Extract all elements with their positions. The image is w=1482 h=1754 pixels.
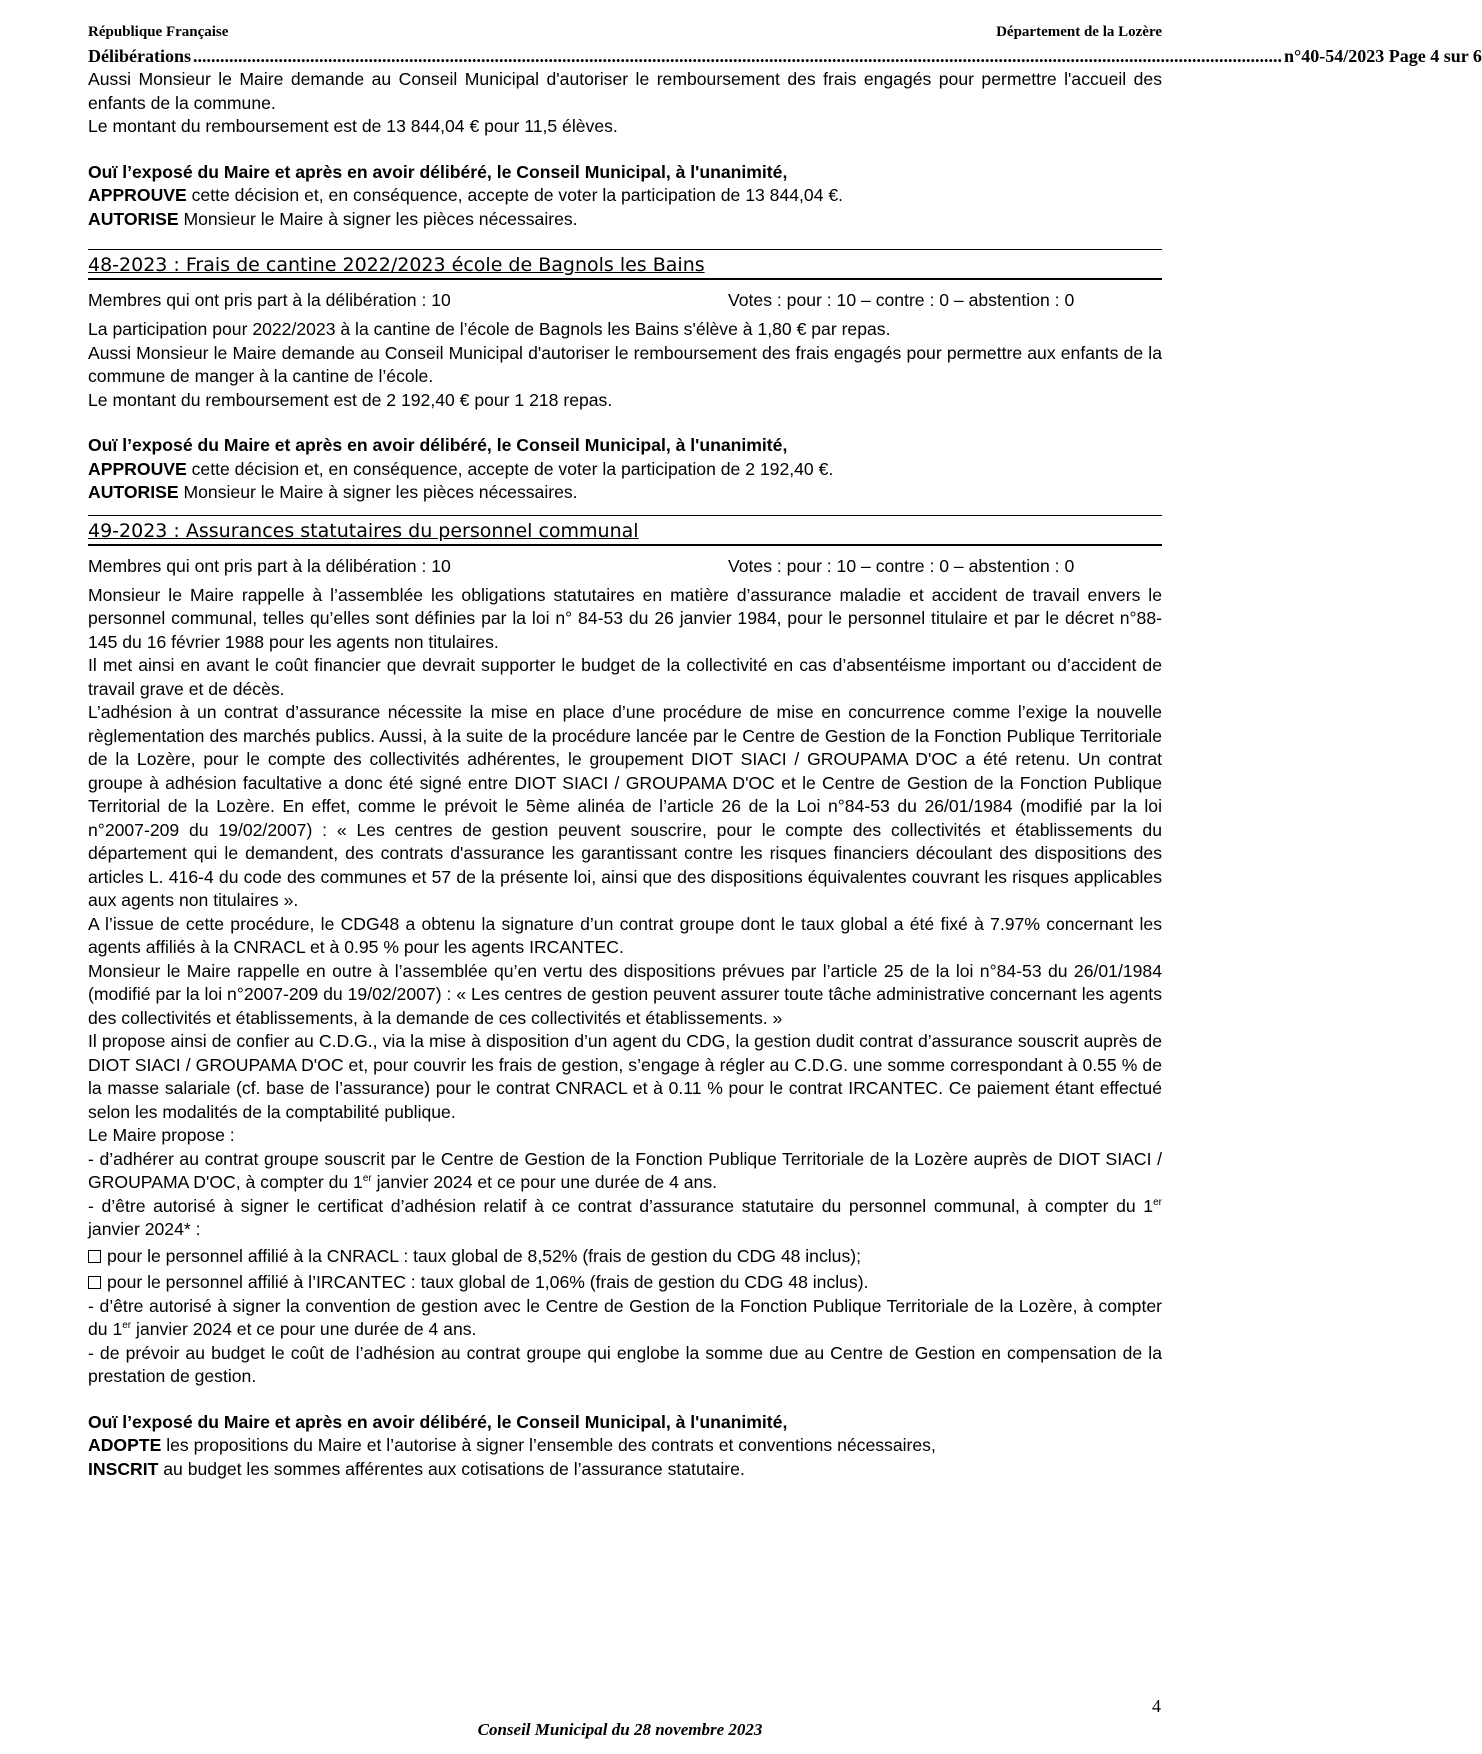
intro-autorise [88,208,1162,232]
section-49-adopte-text: les propositions du Maire et l’autorise à signer l’ensemble des contrats et conventions nécessaires, [161,1435,936,1455]
intro-approuve-text: cette décision et, en conséquence, accepte de voter la participation de 13 844,04 €. [186,185,844,205]
bullet-3-sup: er [122,1320,132,1332]
section-48-vote-row [88,288,1162,312]
intro-oui [88,161,1162,185]
section-48-approuve [88,458,1162,482]
section-48-autorise-text: Monsieur le Maire à signer les pièces nécessaires. [178,482,578,502]
section-49-adopte-keyword: ADOPTE [88,1435,162,1455]
section-48-approuve-keyword: APPROUVE [88,458,187,479]
bullet-2-sup: er [1153,1196,1162,1208]
section-49-p4: A l’issue de cette procédure, le CDG48 a obtenu la signature d’un contrat groupe dont le taux global a été fixé à 7.97% concernant les agents affiliés à la CNRACL et à 0.95 % pour les agents IRCANTEC. [88,913,1162,957]
section-49-bullet-2 [88,1195,1162,1242]
bullet-1-sup: er [362,1173,372,1185]
document-page [88,22,1482,1481]
intro-autorise-keyword: AUTORISE [88,208,179,229]
section-49-oui [88,1411,1162,1435]
checkbox-icon [88,1250,101,1263]
bullet-2-a: - d’être autorisé à signer le certificat d’adhésion relatif à ce contrat d’assurance statutaire du personnel communal, à compter du 1 [88,1195,1154,1216]
section-49-inscrit [88,1458,1162,1482]
section-48-votes: Votes : pour : 10 – contre : 0 – abstention : 0 [728,290,1075,310]
section-49-votes: Votes : pour : 10 – contre : 0 – abstention : 0 [728,555,1075,576]
header-dots: .................................................................................................................................................................................................................................................. [193,46,1282,66]
section-48-p1: La participation pour 2022/2023 à la cantine de l’école de Bagnols les Bains s'élève à 1,80 € par repas. [88,319,891,339]
page-number: 4 [1152,1696,1161,1716]
intro-approuve [88,184,1162,208]
section-48-p2: Aussi Monsieur le Maire demande au Conseil Municipal d'autoriser le remboursement des frais engagés pour permettre aux enfants de la commune de manger à la cantine de l’école. [88,342,1162,386]
section-49-checkbox-item-1 [88,1245,1162,1269]
section-49-inscrit-text: au budget les sommes afférentes aux cotisations de l’assurance statutaire. [158,1458,745,1479]
section-49-p3: L’adhésion à un contrat d’assurance nécessite la mise en place d’une procédure de mise en concurrence comme l’exige la nouvelle règlementation des marchés publics. Aussi, à la suite de la procédure lancée par le Centre de Gestion de la Fonction Publique Territoriale de la Lozère, pour le compte des collectivités adhérentes, le groupement DIOT SIACI / GROUPAMA D'OC a été retenu. Un contrat groupe à adhésion facultative a donc été signé entre DIOT SIACI / GROUPAMA D'OC et le Centre de Gestion de la Fonction Publique Territorial de la Lozère. En effet, comme le prévoit le 5ème alinéa de l’article 26 de la Loi n°84-53 du 26/01/1984 (modifié par la loi n°2007-209 du 19/02/2007) : « Les centres de gestion peuvent souscrire, pour le compte des collectivités et établissements du département qui le demandent, des contrats d'assurance les garantissant contre les risques financiers découlant des dispositions des articles L. 416-4 du code des communes et 57 de la présente loi, ainsi que des dispositions équivalentes couvrant les risques applicables aux agents non titulaires ». [88,702,1162,910]
bullet-1-b: janvier 2024 et ce pour une durée de 4 ans. [371,1172,718,1192]
intro-oui-text: Ouï l’exposé du Maire et après en avoir délibéré, le Conseil Municipal, à l'unanimité, [88,161,788,182]
section-48-members: Membres qui ont pris part à la délibération : 10 [88,290,451,310]
section-49-members: Membres qui ont pris part à la délibération : 10 [88,555,451,576]
section-49-adopte [88,1434,1162,1458]
checkbox-item-2-text: pour le personnel affilié à l’IRCANTEC : taux global de 1,06% (frais de gestion du CDG 48 inclus). [107,1272,869,1292]
intro-autorise-text: Monsieur le Maire à signer les pièces nécessaires. [178,208,578,229]
section-49-bullet-3 [88,1295,1162,1342]
section-49-rule [88,515,1162,516]
header-deliberations: Délibérations [88,46,191,66]
section-49-p5: Monsieur le Maire rappelle en outre à l’assemblée qu’en vertu des dispositions prévues par l’article 25 de la loi n°84-53 du 26/01/1984 (modifié par la loi n°2007-209 du 19/02/2007) : « Les centres de gestion peuvent assurer toute tâche administrative concernant les agents des collectivités et établissements, à la demande de ces collectivités et établissements. » [88,960,1162,1028]
header-reference: n°40-54/2023 Page 4 sur 6 [1284,46,1482,66]
header-republique: République Française [88,24,229,40]
intro-paragraph: Aussi Monsieur le Maire demande au Conseil Municipal d'autoriser le remboursement des frais engagés pour permettre l'accueil des enfants de la commune. [88,69,1162,113]
section-49-p7: Le Maire propose : [88,1125,235,1145]
section-48-oui [88,434,1162,458]
section-49-oui-text: Ouï l’exposé du Maire et après en avoir délibéré, le Conseil Municipal, à l'unanimité, [88,1411,788,1432]
header-top [88,22,1162,42]
section-48-p3: Le montant du remboursement est de 2 192,40 € pour 1 218 repas. [88,389,613,410]
section-49-checkbox-item-2 [88,1271,1162,1295]
section-48-autorise [88,481,1162,505]
intro-block [88,68,1162,231]
bullet-3-b: janvier 2024 et ce pour une durée de 4 ans. [131,1319,477,1339]
section-49-inscrit-keyword: INSCRIT [88,1458,159,1479]
section-49-vote-row [88,554,1162,578]
section-49-bullet-4: - de prévoir au budget le coût de l’adhésion au contrat groupe qui englobe la somme due au Centre de Gestion en compensation de la prestation de gestion. [88,1342,1162,1386]
checkbox-icon [88,1276,101,1289]
section-48-autorise-keyword: AUTORISE [88,482,179,502]
section-49-title: 49-2023 : Assurances statutaires du personnel communal [88,518,1162,546]
section-48-approuve-text: cette décision et, en conséquence, accepte de voter la participation de 2 192,40 €. [186,458,834,479]
section-49-p2: Il met ainsi en avant le coût financier que devrait supporter le budget de la collectivité en cas d’absentéisme important ou d’accident de travail grave et de décès. [88,655,1162,699]
header-departement: Département de la Lozère [996,24,1162,40]
bullet-1-a: - d’adhérer au contrat groupe souscrit par le Centre de Gestion de la Fonction Publique Territoriale de la Lozère auprès de DIOT SIACI / GROUPAMA D'OC, à compter du 1 [88,1148,1162,1192]
section-48-title: 48-2023 : Frais de cantine 2022/2023 école de Bagnols les Bains [88,252,1162,280]
bullet-2-b: janvier 2024* : [88,1219,201,1239]
intro-approuve-keyword: APPROUVE [88,185,187,205]
footer: Conseil Municipal du 28 novembre 2023 [477,1720,763,1739]
section-48-rule [88,249,1162,250]
section-48-oui-text: Ouï l’exposé du Maire et après en avoir délibéré, le Conseil Municipal, à l'unanimité, [88,435,788,455]
intro-amount: Le montant du remboursement est de 13 844,04 € pour 11,5 élèves. [88,116,618,136]
section-49-body [88,584,1162,1482]
header-reference-line [88,44,1482,68]
section-49-bullet-1 [88,1148,1162,1195]
section-49-p6: Il propose ainsi de confier au C.D.G., via la mise à disposition d’un agent du CDG, la gestion dudit contrat d’assurance souscrit auprès de DIOT SIACI / GROUPAMA D'OC et, pour couvrir les frais de gestion, s’engage à régler au C.D.G. une somme correspondant à 0.55 % de la masse salariale (cf. base de l’assurance) pour le contrat CNRACL et à 0.11 % pour le contrat IRCANTEC. Ce paiement étant effectué selon les modalités de la comptabilité publique. [88,1031,1162,1122]
section-48-body [88,318,1162,505]
checkbox-item-1-text: pour le personnel affilié à la CNRACL : taux global de 8,52% (frais de gestion du CDG 48 inclus); [107,1245,862,1266]
section-49-p1: Monsieur le Maire rappelle à l’assemblée les obligations statutaires en matière d’assurance maladie et accident de travail envers le personnel communal, telles qu’elles sont définies par la loi n° 84-53 du 26 janvier 1984, pour le personnel titulaire et par le décret n°88-145 du 16 février 1988 pour les agents non titulaires. [88,584,1162,652]
bullet-3-a: - d’être autorisé à signer la convention de gestion avec le Centre de Gestion de la Fonction Publique Territoriale de la Lozère, à compter du 1 [88,1295,1162,1339]
